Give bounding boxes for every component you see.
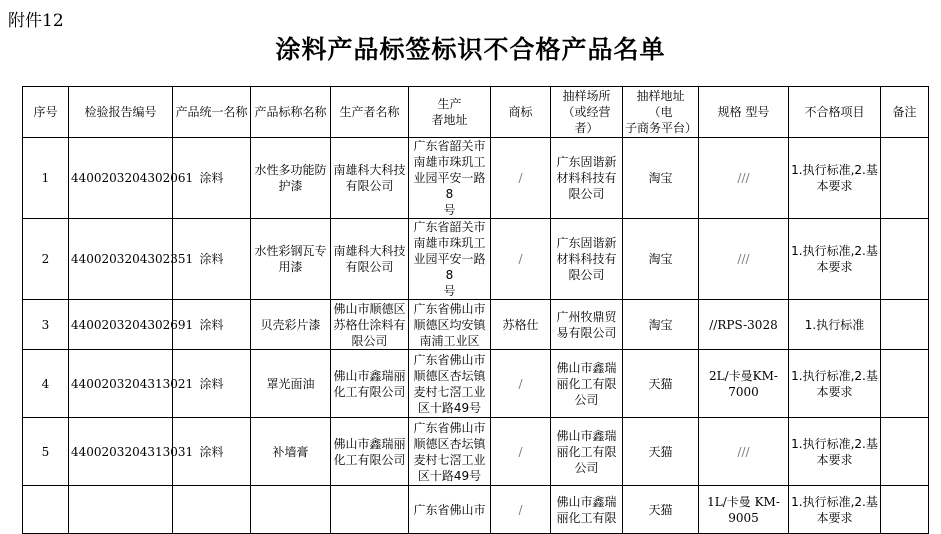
cell-producer <box>331 486 409 534</box>
cell-product-name <box>251 486 331 534</box>
cell-unified-name <box>173 486 251 534</box>
cell-report-no: 4400203204302691 <box>69 300 173 350</box>
table-row <box>23 138 929 219</box>
cell-fail-items: 1.执行标准,2.基 本要求 <box>789 350 881 418</box>
cell-producer-addr: 广东省韶关市 南雄市珠玑工 业园平安一路8 号 <box>409 219 491 300</box>
cell-spec: 2L/卡曼KM- 7000 <box>699 350 789 418</box>
header-spec: 规格 型号 <box>699 87 789 138</box>
cell-brand: / <box>491 138 551 219</box>
cell-remarks <box>881 350 929 418</box>
cell-unified-name: 涂料 <box>173 350 251 418</box>
cell-no: 2 <box>23 219 69 300</box>
cell-producer-addr: 广东省佛山市 顺德区杏坛镇 麦村七滘工业 区十路49号 <box>409 418 491 486</box>
cell-spec: /// <box>699 418 789 486</box>
cell-unified-name: 涂料 <box>173 219 251 300</box>
cell-producer: 南雄科大科技 有限公司 <box>331 138 409 219</box>
header-brand: 商标 <box>491 87 551 138</box>
cell-producer-addr: 广东省佛山市 顺德区均安镇 南浦工业区 <box>409 300 491 350</box>
cell-fail-items: 1.执行标准 <box>789 300 881 350</box>
cell-sample-place: 广东固谐新 材料科技有 限公司 <box>551 138 623 219</box>
cell-product-name: 罩光面油 <box>251 350 331 418</box>
cell-fail-items: 1.执行标准,2.基 本要求 <box>789 219 881 300</box>
cell-spec: /// <box>699 219 789 300</box>
cell-producer-addr: 广东省佛山市 顺德区杏坛镇 麦村七滘工业 区十路49号 <box>409 350 491 418</box>
cell-no: 1 <box>23 138 69 219</box>
cell-report-no: 4400203204302061 <box>69 138 173 219</box>
cell-product-name: 水性彩钢瓦专 用漆 <box>251 219 331 300</box>
cell-report-no <box>69 486 173 534</box>
cell-producer-addr: 广东省韶关市 南雄市珠玑工 业园平安一路8 号 <box>409 138 491 219</box>
header-row <box>23 87 929 138</box>
cell-no: 5 <box>23 418 69 486</box>
cell-sample-addr: 天猫 <box>623 486 699 534</box>
cell-fail-items: 1.执行标准,2.基 本要求 <box>789 138 881 219</box>
header-report-no: 检验报告编号 <box>69 87 173 138</box>
cell-producer: 佛山市鑫瑞丽 化工有限公司 <box>331 350 409 418</box>
cell-remarks <box>881 219 929 300</box>
cell-report-no: 4400203204313021 <box>69 350 173 418</box>
cell-sample-addr: 淘宝 <box>623 219 699 300</box>
cell-product-name: 补墙膏 <box>251 418 331 486</box>
cell-sample-place: 佛山市鑫瑞 丽化工有限 公司 <box>551 350 623 418</box>
cell-sample-addr: 淘宝 <box>623 300 699 350</box>
cell-sample-place: 佛山市鑫瑞 丽化工有限 <box>551 486 623 534</box>
cell-remarks <box>881 300 929 350</box>
document-title: 涂料产品标签标识不合格产品名单 <box>275 35 666 64</box>
table-row <box>23 486 929 534</box>
cell-producer: 佛山市鑫瑞丽 化工有限公司 <box>331 418 409 486</box>
cell-brand: / <box>491 350 551 418</box>
cell-spec: 1L/卡曼 KM- 9005 <box>699 486 789 534</box>
cell-sample-addr: 淘宝 <box>623 138 699 219</box>
header-sample-place: 抽样场所 （或经营 者） <box>551 87 623 138</box>
cell-sample-place: 佛山市鑫瑞 丽化工有限 公司 <box>551 418 623 486</box>
cell-remarks <box>881 418 929 486</box>
header-unified-name: 产品统一名称 <box>173 87 251 138</box>
cell-sample-addr: 天猫 <box>623 350 699 418</box>
cell-no: 4 <box>23 350 69 418</box>
cell-report-no: 4400203204302351 <box>69 219 173 300</box>
table-row <box>23 418 929 486</box>
table-row <box>23 300 929 350</box>
cell-sample-place: 广州牧鼎贸 易有限公司 <box>551 300 623 350</box>
cell-product-name: 水性多功能防 护漆 <box>251 138 331 219</box>
cell-fail-items: 1.执行标准,2.基 本要求 <box>789 486 881 534</box>
cell-fail-items: 1.执行标准,2.基 本要求 <box>789 418 881 486</box>
cell-report-no: 4400203204313031 <box>69 418 173 486</box>
cell-brand: / <box>491 418 551 486</box>
header-no: 序号 <box>23 87 69 138</box>
cell-spec: //RPS-3028 <box>699 300 789 350</box>
cell-sample-addr: 天猫 <box>623 418 699 486</box>
header-product-name: 产品标称名称 <box>251 87 331 138</box>
cell-producer: 佛山市顺德区 苏格仕涂料有 限公司 <box>331 300 409 350</box>
cell-producer: 南雄科大科技 有限公司 <box>331 219 409 300</box>
cell-product-name: 贝壳彩片漆 <box>251 300 331 350</box>
cell-remarks <box>881 486 929 534</box>
table-row <box>23 219 929 300</box>
cell-producer-addr: 广东省佛山市 <box>409 486 491 534</box>
cell-remarks <box>881 138 929 219</box>
cell-unified-name: 涂料 <box>173 300 251 350</box>
cell-spec: /// <box>699 138 789 219</box>
cell-brand: / <box>491 486 551 534</box>
header-sample-addr: 抽样地址（电 子商务平台） <box>623 87 699 138</box>
cell-unified-name: 涂料 <box>173 418 251 486</box>
cell-no: 3 <box>23 300 69 350</box>
attachment-label: 附件12 <box>8 11 64 31</box>
table-row <box>23 350 929 418</box>
header-fail-items: 不合格项目 <box>789 87 881 138</box>
nonconforming-products-table <box>22 86 929 534</box>
cell-sample-place: 广东固谐新 材料科技有 限公司 <box>551 219 623 300</box>
header-remarks: 备注 <box>881 87 929 138</box>
cell-unified-name: 涂料 <box>173 138 251 219</box>
header-producer-addr: 生产 者地址 <box>409 87 491 138</box>
cell-brand: / <box>491 219 551 300</box>
header-producer: 生产者名称 <box>331 87 409 138</box>
cell-no <box>23 486 69 534</box>
cell-brand: 苏格仕 <box>491 300 551 350</box>
